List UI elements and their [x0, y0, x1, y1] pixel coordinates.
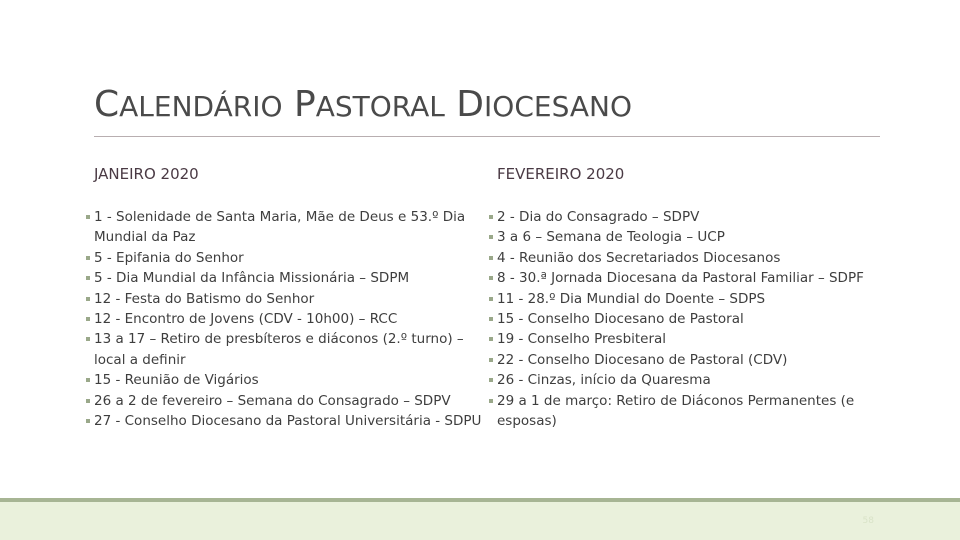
event-text: 2 - Dia do Consagrado – SDPV	[497, 209, 700, 225]
bullet-icon	[489, 215, 493, 219]
bullet-icon	[489, 256, 493, 260]
event-item	[86, 411, 486, 431]
event-item	[489, 227, 869, 247]
bullet-icon	[86, 256, 90, 260]
bullet-icon	[86, 419, 90, 423]
event-item	[489, 370, 869, 390]
january-heading: JANEIRO 2020	[94, 165, 199, 183]
bullet-icon	[86, 378, 90, 382]
bullet-icon	[489, 358, 493, 362]
event-item	[86, 289, 486, 309]
event-text: 26 a 2 de fevereiro – Semana do Consagrado – SDPV	[94, 392, 451, 409]
page-number: 58	[862, 516, 874, 526]
event-text: 27 - Conselho Diocesano da Pastoral Universitária - SDPU	[94, 413, 482, 430]
bullet-icon	[86, 399, 90, 403]
bullet-icon	[86, 317, 90, 321]
bullet-icon	[489, 317, 493, 321]
event-text: 3 a 6 – Semana de Teologia – UCP	[497, 229, 725, 246]
event-item	[489, 268, 869, 288]
event-text: 15 - Reunião de Vigários	[94, 372, 259, 389]
bullet-icon	[489, 235, 493, 239]
event-text: 22 - Conselho Diocesano de Pastoral (CDV)	[497, 351, 788, 368]
event-item	[489, 289, 869, 309]
bullet-icon	[489, 297, 493, 301]
event-text: 4 - Reunião dos Secretariados Diocesanos	[497, 249, 781, 266]
february-heading: FEVEREIRO 2020	[497, 165, 625, 183]
february-event-list	[489, 207, 869, 431]
event-text: 12 - Festa do Batismo do Senhor	[94, 290, 315, 307]
footer-band	[0, 502, 960, 540]
event-item	[86, 207, 486, 248]
event-text: 13 a 17 – Retiro de presbíteros e diáconos (2.º turno) – local a definir	[94, 331, 464, 368]
event-item	[86, 370, 486, 390]
bullet-icon	[489, 337, 493, 341]
event-item	[489, 309, 869, 329]
slide-title: CALENDÁRIO PASTORAL DIOCESANO	[94, 84, 633, 125]
event-item	[86, 309, 486, 329]
bullet-icon	[489, 276, 493, 280]
event-item	[86, 248, 486, 268]
bullet-icon	[86, 276, 90, 280]
event-item	[489, 329, 869, 349]
january-event-list	[86, 207, 486, 431]
event-text: 15 - Conselho Diocesano de Pastoral	[497, 311, 744, 328]
event-text: 8 - 30.ª Jornada Diocesana da Pastoral Familiar – SDPF	[497, 270, 864, 287]
event-item	[489, 350, 869, 370]
title-divider	[94, 136, 880, 137]
event-text: 5 - Epifania do Senhor	[94, 249, 244, 266]
event-text: 1 - Solenidade de Santa Maria, Mãe de Deus e 53.º Dia Mundial da Paz	[94, 209, 466, 246]
event-text: 19 - Conselho Presbiteral	[497, 331, 667, 348]
event-text: 12 - Encontro de Jovens (CDV - 10h00) – RCC	[94, 311, 398, 328]
bullet-icon	[86, 337, 90, 341]
event-item	[86, 391, 486, 411]
bullet-icon	[489, 378, 493, 382]
event-text: 29 a 1 de março: Retiro de Diáconos Permanentes (e esposas)	[497, 392, 855, 430]
event-item	[489, 248, 869, 268]
event-text: 5 - Dia Mundial da Infância Missionária – SDPM	[94, 270, 410, 287]
event-item	[489, 391, 869, 432]
event-item	[86, 329, 486, 370]
bullet-icon	[489, 399, 493, 403]
event-item	[86, 268, 486, 288]
event-item	[489, 207, 869, 227]
bullet-icon	[86, 215, 90, 219]
bullet-icon	[86, 297, 90, 301]
event-text: 26 - Cinzas, início da Quaresma	[497, 372, 711, 389]
event-text: 11 - 28.º Dia Mundial do Doente – SDPS	[497, 290, 766, 307]
